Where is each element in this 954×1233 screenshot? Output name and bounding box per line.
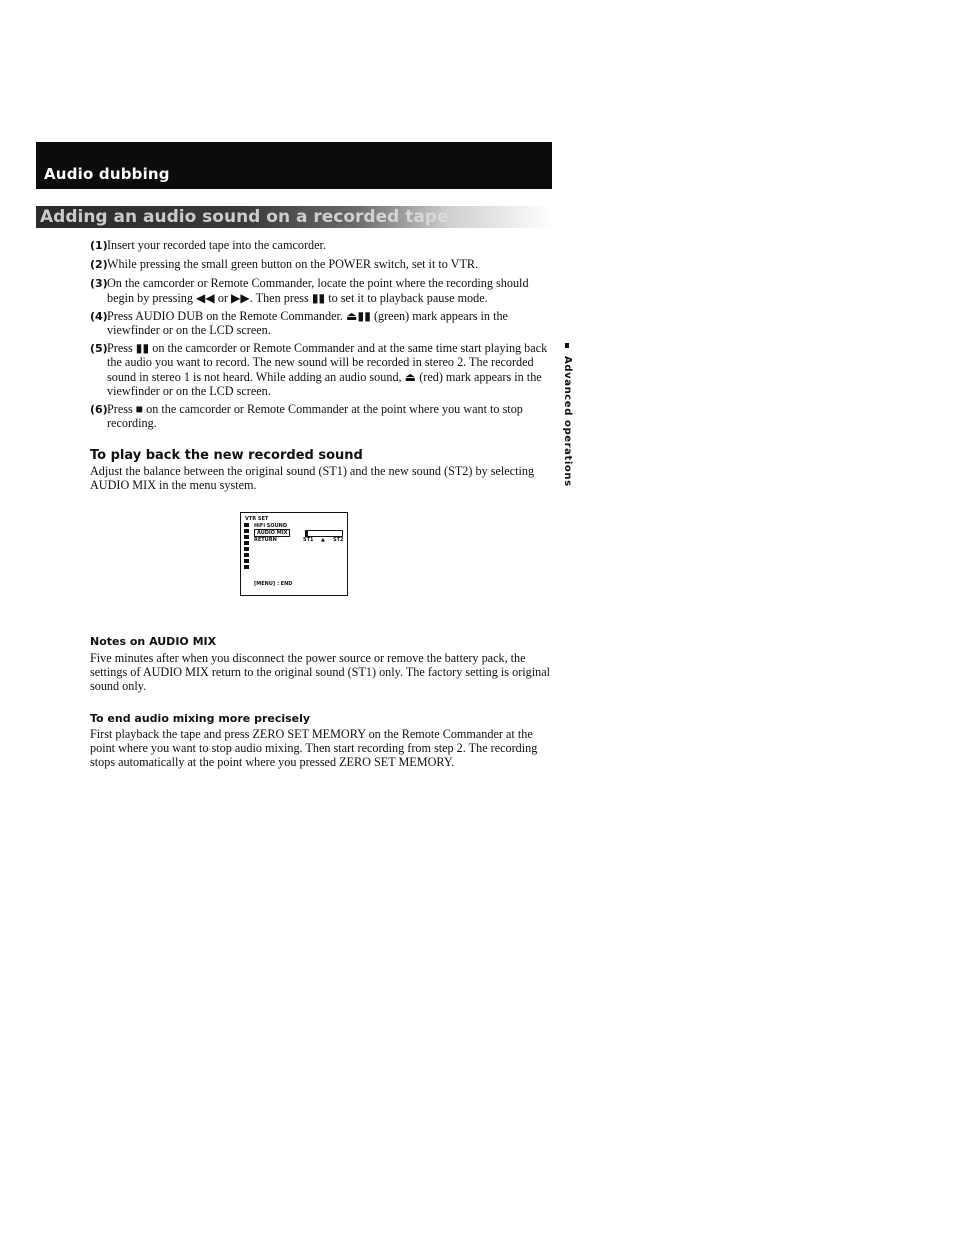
audio-mix-slider bbox=[305, 530, 343, 537]
page-title: Audio dubbing bbox=[44, 165, 170, 183]
audio-mix-level bbox=[306, 531, 308, 536]
menu-title: VTR SET bbox=[245, 516, 269, 522]
step-item bbox=[90, 238, 552, 253]
playback-heading: To play back the new recorded sound bbox=[90, 448, 363, 463]
notes-text: Five minutes after when you disconnect the power source or remove the battery pack, the settings of AUDIO MIX return to the original sound (ST1) only. The factory setting is original sound only. bbox=[90, 651, 551, 694]
section-title: Adding an audio sound on a recorded tape bbox=[40, 207, 449, 227]
menu-item-return: RETURN bbox=[254, 537, 277, 543]
step-item bbox=[90, 402, 552, 430]
menu-category-icon bbox=[244, 547, 249, 551]
menu-category-icon bbox=[244, 541, 249, 545]
menu-end-hint: [MENU] : END bbox=[254, 581, 293, 587]
st2-label: ST2 bbox=[333, 537, 344, 543]
notes-heading: Notes on AUDIO MIX bbox=[90, 635, 217, 648]
step-number: (3) bbox=[90, 277, 108, 291]
end-mixing-heading: To end audio mixing more precisely bbox=[90, 712, 311, 725]
step-number: (1) bbox=[90, 239, 108, 252]
menu-category-icon bbox=[244, 529, 249, 533]
header-bar bbox=[36, 142, 552, 189]
side-tab-label: Advanced operations bbox=[562, 356, 573, 487]
step-text: Insert your recorded tape into the camcorder. bbox=[107, 238, 326, 252]
menu-category-icon bbox=[244, 559, 249, 563]
step-text: Press AUDIO DUB on the Remote Commander. ⏏▮▮ (green) mark appears in the viewfinder or on the LCD screen. bbox=[107, 308, 508, 338]
playback-text: Adjust the balance between the original sound (ST1) and the new sound (ST2) by selecting AUDIO MIX in the menu system. bbox=[90, 464, 535, 493]
step-item bbox=[90, 257, 552, 272]
step-text: On the camcorder or Remote Commander, locate the point where the recording should begin by pressing ◀◀ or ▶▶. Then press ▮▮ to set it to playback pause mode. bbox=[107, 276, 529, 305]
menu-item-hifi-sound: HiFi SOUND bbox=[254, 523, 288, 529]
end-mixing-text: First playback the tape and press ZERO SET MEMORY on the Remote Commander at the point where you want to stop audio mixing. Then start recording from step 2. The recording stops automatically at the point where you pressed ZERO SET MEMORY. bbox=[90, 727, 538, 770]
menu-item-label: AUDIO MIX bbox=[254, 529, 290, 537]
menu-category-icon bbox=[244, 523, 249, 527]
step-item bbox=[90, 276, 552, 304]
step-item bbox=[90, 341, 552, 398]
step-item bbox=[90, 309, 552, 337]
section-title-band bbox=[36, 206, 552, 228]
menu-item-audio-mix bbox=[254, 530, 290, 536]
step-text: Press ■ on the camcorder or Remote Commander at the point where you want to stop recording. bbox=[107, 402, 523, 431]
menu-icon-column bbox=[244, 523, 250, 571]
step-text: While pressing the small green button on the POWER switch, set it to VTR. bbox=[107, 257, 479, 272]
steps-list bbox=[90, 238, 552, 434]
menu-screen-illustration bbox=[240, 512, 348, 596]
menu-category-icon bbox=[244, 553, 249, 557]
step-number: (2) bbox=[90, 258, 108, 272]
step-number: (5) bbox=[90, 342, 108, 356]
st1-label: ST1 bbox=[303, 537, 314, 543]
balance-marker-icon: ▲ bbox=[321, 537, 325, 543]
step-number: (4) bbox=[90, 309, 108, 323]
side-tab-marker-icon bbox=[565, 343, 569, 348]
menu-category-icon bbox=[244, 565, 249, 569]
step-text: Press ▮▮ on the camcorder or Remote Commander and at the same time start playing back the audio you want to record. The new sound will be recorded in stereo 2. The recorded sound in stereo 1 is not heard. While adding an audio sound, ⏏ (red) mark appears in the viewfinder or on the LCD screen. bbox=[107, 341, 548, 398]
step-number: (6) bbox=[90, 403, 108, 417]
menu-category-icon bbox=[244, 535, 249, 539]
